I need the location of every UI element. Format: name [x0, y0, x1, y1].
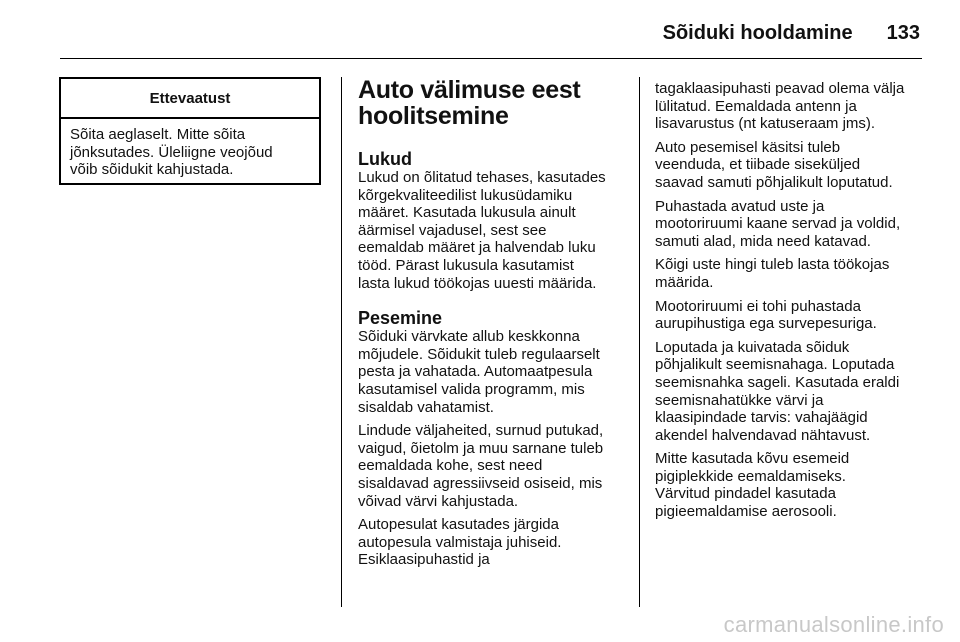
column-divider [639, 77, 640, 607]
text-line: akendel halvendavad nähtavust. [655, 426, 871, 444]
text-line: pigiplekkide eemaldamiseks. [655, 467, 846, 485]
text-line: tööd. Pärast lukusula kasutamist [358, 256, 574, 274]
text-line: eemaldab määret ja halvendab luku [358, 239, 596, 257]
text-line: pesta ja vahatada. Automaatpesula [358, 363, 593, 381]
text-line: Puhastada avatud uste ja [655, 197, 825, 215]
caution-line: Sõita aeglaselt. Mitte sõita [70, 126, 246, 143]
paragraph-locks [358, 169, 624, 292]
text-line: Kõigi uste hingi tuleb lasta töökojas [655, 256, 890, 274]
caution-title: Ettevaatust [61, 79, 319, 119]
text-line: Loputada ja kuivatada sõiduk [655, 338, 850, 356]
text-line: saavad samuti põhjalikult loputatud. [655, 173, 893, 191]
paragraph [655, 198, 927, 251]
section-title [358, 77, 624, 129]
text-line: samuti alad, mida need katavad. [655, 232, 871, 250]
column-divider [341, 77, 342, 607]
caution-line: võib sõidukit kahjustada. [70, 161, 234, 179]
text-line: mõjudele. Sõidukit tuleb regulaarselt [358, 345, 600, 363]
paragraph [655, 256, 927, 291]
page-header [663, 18, 920, 48]
section-title-line: Auto välimuse eest [358, 76, 581, 104]
paragraph-washing-3 [358, 516, 624, 569]
text-line: põhjalikult seemisnahaga. Loputada [655, 356, 895, 374]
text-line: Lindude väljaheited, surnud putukad, [358, 422, 604, 440]
text-line: Autopesulat kasutades järgida [358, 516, 559, 534]
text-line: Auto pesemisel käsitsi tuleb [655, 138, 841, 156]
header-rule [60, 58, 922, 59]
text-line: määret. Kasutada lukusula ainult [358, 204, 576, 222]
text-line: võivad värvi kahjustada. [358, 492, 519, 510]
column-middle [358, 77, 624, 575]
text-line: lisavarustus (nt katuseraam jms). [655, 115, 876, 133]
text-line: seemisnahatükke värvi ja [655, 391, 824, 409]
text-line: tagaklaasipuhasti peavad olema välja [655, 80, 905, 97]
text-line: pigieemaldamise aerosooli. [655, 503, 837, 521]
text-line: sisaldab vahatamist. [358, 398, 494, 416]
text-line: vaigud, õietolm ja muu sarnane tuleb [358, 439, 604, 457]
text-line: määrida. [655, 273, 714, 291]
header-title: Sõiduki hooldamine [662, 21, 853, 44]
text-line: seemisnahka sageli. Kasutada eraldi [655, 373, 900, 391]
column-right [655, 80, 927, 527]
paragraph [655, 139, 927, 192]
watermark: carmanualsonline.info [723, 612, 944, 637]
text-line: kasutamisel valida programm, mis [358, 380, 585, 398]
text-line: lasta lukud töökojas uuesti määrida. [358, 274, 597, 292]
paragraph [655, 450, 927, 520]
text-line: Sõiduki värvkate allub keskkonna [358, 328, 580, 346]
text-line: mootoriruumi kaane servad ja voldid, [655, 215, 901, 233]
paragraph [655, 80, 927, 133]
caution-box [59, 77, 321, 185]
paragraph-washing-1 [358, 328, 624, 416]
paragraph [655, 298, 927, 333]
text-line: veenduda, et tiibade siseküljed [655, 156, 861, 174]
text-line: autopesula valmistaja juhiseid. [358, 533, 562, 551]
paragraph-washing-2 [358, 422, 624, 510]
caution-text [61, 119, 319, 179]
paragraph [655, 339, 927, 445]
text-line: eemaldada kohe, sest need [358, 457, 543, 475]
text-line: aurupihustiga ega survepesuriga. [655, 315, 877, 333]
subheading-locks: Lukud [358, 149, 412, 169]
section-title-line: hoolitsemine [358, 102, 509, 130]
caution-line: jõnksutades. Üleliigne veojõud [70, 143, 273, 161]
subheading-washing: Pesemine [358, 308, 443, 329]
text-line: Värvitud pindadel kasutada [655, 485, 836, 503]
text-line: sisaldavad agressiivseid osiseid, mis [358, 474, 603, 492]
text-line: äärmisel vajadusel, sest see [358, 221, 547, 239]
text-line: Esiklaasipuhastid ja [358, 551, 490, 569]
text-line: lülitatud. Eemaldada antenn ja [655, 97, 857, 115]
text-line: kõrgekvaliteedilist lukusüdamiku [358, 186, 573, 204]
text-line: Mootoriruumi ei tohi puhastada [655, 297, 861, 315]
page-number: 133 [886, 21, 920, 44]
text-line: Mitte kasutada kõvu esemeid [655, 450, 850, 468]
text-line: Lukud on õlitatud tehases, kasutades [358, 169, 606, 186]
text-line: klaasipindade tarvis: vahajäägid [655, 409, 868, 427]
